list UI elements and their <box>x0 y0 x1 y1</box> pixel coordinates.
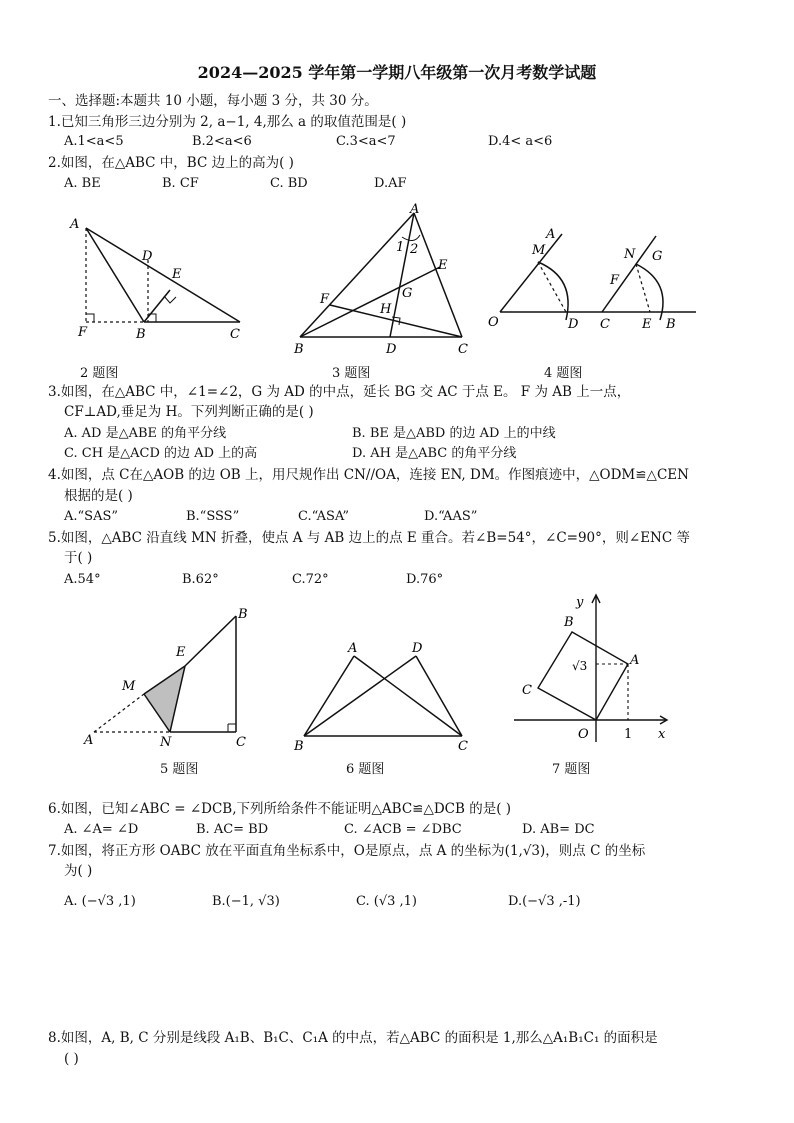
figure-q4 <box>486 222 706 332</box>
caption-fig6: 6 题图 <box>346 762 385 777</box>
figure-q3 <box>290 202 470 357</box>
q8-stem-line2: ( ) <box>64 1051 79 1067</box>
q3-option-b[interactable]: B. BE 是△ABD 的边 AD 上的中线 <box>352 426 556 441</box>
fig4-label-f: F <box>610 273 620 288</box>
q2-stem: 2.如图，在△ABC 中，BC 边上的高为( ) <box>48 155 294 171</box>
q3-option-d[interactable]: D. AH 是△ABC 的角平分线 <box>352 446 517 461</box>
caption-fig3: 3 题图 <box>332 366 371 381</box>
caption-fig4: 4 题图 <box>544 366 583 381</box>
q4-option-c[interactable]: C.“ASA” <box>298 509 350 524</box>
fig4-label-e: E <box>642 317 652 332</box>
q1-stem: 1.已知三角形三边分别为 2, a−1, 4,那么 a 的取值范围是( ) <box>48 114 407 130</box>
fig3-label-d: D <box>386 342 397 357</box>
q4-option-b[interactable]: B.“SSS” <box>186 509 240 524</box>
caption-fig2: 2 题图 <box>80 366 119 381</box>
caption-fig7: 7 题图 <box>552 762 591 777</box>
q4-option-a[interactable]: A.“SAS” <box>64 509 119 524</box>
fig5-label-m: M <box>122 679 136 694</box>
q1-option-b[interactable]: B.2<a<6 <box>192 134 252 149</box>
q7-option-d[interactable]: D.(−√3 ,-1) <box>508 894 581 909</box>
q2-option-b[interactable]: B. CF <box>162 176 199 191</box>
fig4-label-a: A <box>546 227 556 242</box>
fig3-label-2: 2 <box>410 242 419 257</box>
fig7-label-c: C <box>522 683 532 698</box>
fig4-label-d: D <box>568 317 579 332</box>
fig6-label-a: A <box>348 641 358 656</box>
fig3-label-b: B <box>294 342 304 357</box>
fig2-label-e: E <box>172 267 182 282</box>
section-heading: 一、选择题:本题共 10 小题，每小题 3 分，共 30 分。 <box>48 93 378 109</box>
q4-stem-line1: 4.如图，点 C在△AOB 的边 OB 上，用尺规作出 CN//OA，连接 EN, DM。作图痕迹中，△ODM≌△CEN <box>48 467 689 483</box>
q8-stem-line1: 8.如图，A, B, C 分别是线段 A₁B、B₁C、C₁A 的中点，若△ABC 的面积是 1,那么△A₁B₁C₁ 的面积是 <box>48 1030 658 1046</box>
q5-option-c[interactable]: C.72° <box>292 572 329 587</box>
fig3-label-1: 1 <box>396 240 405 255</box>
fig7-label-o: O <box>578 727 589 742</box>
q3-option-a[interactable]: A. AD 是△ABE 的角平分线 <box>64 426 227 441</box>
q7-stem-line1: 7.如图，将正方形 OABC 放在平面直角坐标系中，O是原点，点 A 的坐标为(1,√3)，则点 C 的坐标 <box>48 843 646 859</box>
fig7-label-x: x <box>658 727 666 742</box>
q7-stem-line2: 为( ) <box>64 863 93 879</box>
fig5-label-n: N <box>160 735 172 750</box>
fig4-label-o: O <box>488 315 499 330</box>
q2-option-d[interactable]: D.AF <box>374 176 407 191</box>
fig6-label-d: D <box>412 641 423 656</box>
fig3-label-c: C <box>458 342 468 357</box>
q6-option-c[interactable]: C. ∠ACB = ∠DBC <box>344 822 462 837</box>
q5-option-a[interactable]: A.54° <box>64 572 101 587</box>
fig2-label-f: F <box>78 325 88 340</box>
fig5-label-c: C <box>236 735 246 750</box>
figure-q7 <box>510 590 680 750</box>
fig4-label-b: B <box>666 317 676 332</box>
fig3-label-e: E <box>438 258 448 273</box>
q2-option-a[interactable]: A. BE <box>64 176 101 191</box>
fig7-label-a: A <box>630 653 640 668</box>
fig2-label-b: B <box>136 327 146 342</box>
fig4-label-c: C <box>600 317 610 332</box>
q6-option-a[interactable]: A. ∠A= ∠D <box>64 822 139 837</box>
fig7-label-y: y <box>576 595 584 610</box>
q4-option-d[interactable]: D.“AAS” <box>424 509 478 524</box>
q3-stem-line2: CF⊥AD,垂足为 H。下列判断正确的是( ) <box>64 404 314 420</box>
fig6-label-b: B <box>294 739 304 754</box>
figure-q2 <box>60 210 260 350</box>
q5-option-b[interactable]: B.62° <box>182 572 219 587</box>
fig5-label-b: B <box>238 607 248 622</box>
q6-stem: 6.如图，已知∠ABC = ∠DCB,下列所给条件不能证明△ABC≌△DCB 的是( ) <box>48 801 512 817</box>
q5-option-d[interactable]: D.76° <box>406 572 444 587</box>
exam-title: 2024—2025 学年第一学期八年级第一次月考数学试题 <box>197 63 597 82</box>
caption-fig5: 5 题图 <box>160 762 199 777</box>
fig6-label-c: C <box>458 739 468 754</box>
q6-option-d[interactable]: D. AB= DC <box>522 822 595 837</box>
q7-option-a[interactable]: A. (−√3 ,1) <box>64 894 136 909</box>
q1-option-d[interactable]: D.4< a<6 <box>488 134 553 149</box>
q1-option-a[interactable]: A.1<a<5 <box>64 134 124 149</box>
q4-stem-line2: 根据的是( ) <box>64 488 133 504</box>
q2-option-c[interactable]: C. BD <box>270 176 308 191</box>
figure-q6 <box>290 640 480 754</box>
q3-option-c[interactable]: C. CH 是△ACD 的边 AD 上的高 <box>64 446 258 461</box>
fig7-label-1: 1 <box>624 727 633 742</box>
q7-option-c[interactable]: C. (√3 ,1) <box>356 894 417 909</box>
fig4-label-n: N <box>624 247 636 262</box>
fig5-label-e: E <box>176 645 186 660</box>
fig4-label-m: M <box>532 243 546 258</box>
fig7-label-b: B <box>564 615 574 630</box>
q5-stem-line1: 5.如图，△ABC 沿直线 MN 折叠，使点 A 与 AB 边上的点 E 重合。若∠B=54°，∠C=90°，则∠ENC 等 <box>48 530 690 546</box>
fig5-label-a: A <box>84 733 94 748</box>
q1-option-c[interactable]: C.3<a<7 <box>336 134 396 149</box>
fig2-label-c: C <box>230 327 240 342</box>
fig3-label-a: A <box>410 202 420 217</box>
fig2-label-d: D <box>142 249 153 264</box>
q6-option-b[interactable]: B. AC= BD <box>196 822 269 837</box>
fig3-label-f: F <box>320 292 330 307</box>
fig2-label-a: A <box>70 217 80 232</box>
q7-option-b[interactable]: B.(−1, √3) <box>212 894 280 909</box>
fig7-label-sqrt3: √3 <box>572 659 588 673</box>
fig4-label-g: G <box>652 249 663 264</box>
figure-q5 <box>80 604 260 750</box>
fig3-label-g: G <box>402 286 413 301</box>
fig3-label-h: H <box>380 302 392 317</box>
q3-stem-line1: 3.如图，在△ABC 中，∠1=∠2，G 为 AD 的中点，延长 BG 交 AC 于点 E。 F 为 AB 上一点， <box>48 384 631 400</box>
q5-stem-line2: 于( ) <box>64 550 93 566</box>
